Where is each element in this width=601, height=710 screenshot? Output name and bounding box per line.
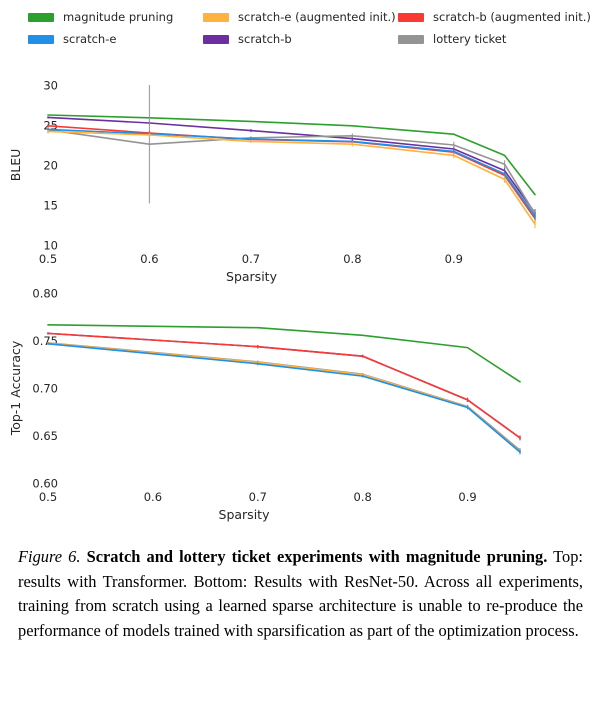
series-line: [48, 130, 535, 228]
legend-item-label: magnitude pruning: [63, 9, 174, 24]
legend-swatch-icon: [398, 35, 424, 44]
y-axis-tick-label: 30: [43, 78, 58, 93]
series-line: [48, 124, 535, 222]
series-line: [48, 332, 520, 440]
caption-figure-number: Figure 6.: [18, 547, 81, 566]
series-line: [48, 342, 520, 453]
y-axis-tick-label: 25: [43, 118, 58, 133]
y-axis-title: BLEU: [8, 148, 23, 182]
caption-body: Top: results with Transformer. Bottom: Results with ResNet-50. Across all experiments, training from scratch using a learned sparse architecture is unable to re-produce the performance of models trained with sparsification as part of the optimization process.: [18, 547, 583, 640]
y-axis-tick-label: 0.75: [32, 334, 58, 348]
legend-item-label: scratch-e (augmented init.): [238, 9, 396, 24]
legend-item-label: scratch-b (augmented init.): [433, 9, 591, 24]
x-axis-tick-label: 0.5: [38, 252, 58, 266]
legend-item-scratch-b: [203, 28, 398, 50]
legend-swatch-icon: [398, 13, 424, 22]
x-axis-tick-label: 0.9: [458, 490, 477, 504]
legend-swatch-icon: [203, 13, 229, 22]
y-axis-tick-label: 15: [43, 198, 58, 213]
y-axis-tick-label: 10: [43, 238, 58, 253]
x-axis-tick-label: 0.9: [444, 252, 463, 266]
legend-swatch-icon: [203, 35, 229, 44]
legend-item-magnitude-pruning: [28, 6, 203, 28]
figure-caption: [18, 545, 583, 643]
series-polyline: [48, 325, 520, 382]
x-axis-tick-label: 0.8: [353, 490, 372, 504]
legend-item-scratch-b-augmented: [398, 6, 591, 28]
legend-item-scratch-e-augmented: [203, 6, 398, 28]
x-axis-title: Sparsity: [218, 507, 270, 522]
x-axis-tick-label: 0.6: [140, 252, 159, 266]
y-axis-title: Top-1 Accuracy: [8, 340, 23, 436]
legend-row-1: [0, 6, 601, 28]
x-axis-tick-label: 0.8: [343, 252, 362, 266]
legend-item-label: scratch-e: [63, 31, 117, 46]
series-polyline: [48, 344, 520, 452]
y-axis-tick-label: 0.80: [32, 286, 58, 301]
x-axis-title: Sparsity: [226, 269, 277, 284]
series-polyline: [48, 343, 520, 451]
chart-legend: [0, 6, 601, 54]
series-polyline: [48, 131, 535, 224]
y-axis-tick-label: 0.60: [32, 476, 58, 491]
legend-item-label: scratch-b: [238, 31, 292, 46]
x-axis-tick-label: 0.7: [241, 252, 261, 266]
x-axis-tick-label: 0.5: [38, 490, 58, 504]
y-axis-tick-label: 0.70: [32, 381, 58, 396]
series-line: [48, 325, 520, 382]
x-axis-tick-label: 0.6: [143, 490, 163, 504]
legend-item-label: lottery ticket: [433, 31, 507, 46]
series-line: [48, 343, 520, 455]
chart-transformer-bleu: [0, 60, 601, 285]
series-polyline: [48, 343, 520, 450]
caption-bold-title: Scratch and lottery ticket experiments with magnitude pruning.: [86, 547, 548, 566]
legend-swatch-icon: [28, 35, 54, 44]
y-axis-tick-label: 20: [43, 158, 58, 173]
legend-item-scratch-e: [28, 28, 203, 50]
series-line: [48, 342, 520, 454]
legend-swatch-icon: [28, 13, 54, 22]
y-axis-tick-label: 0.65: [32, 429, 58, 443]
legend-item-lottery-ticket: [398, 28, 506, 50]
x-axis-tick-label: 0.7: [248, 490, 267, 504]
chart-resnet50-top1-accuracy: [0, 285, 601, 530]
legend-row-2: [0, 28, 601, 50]
